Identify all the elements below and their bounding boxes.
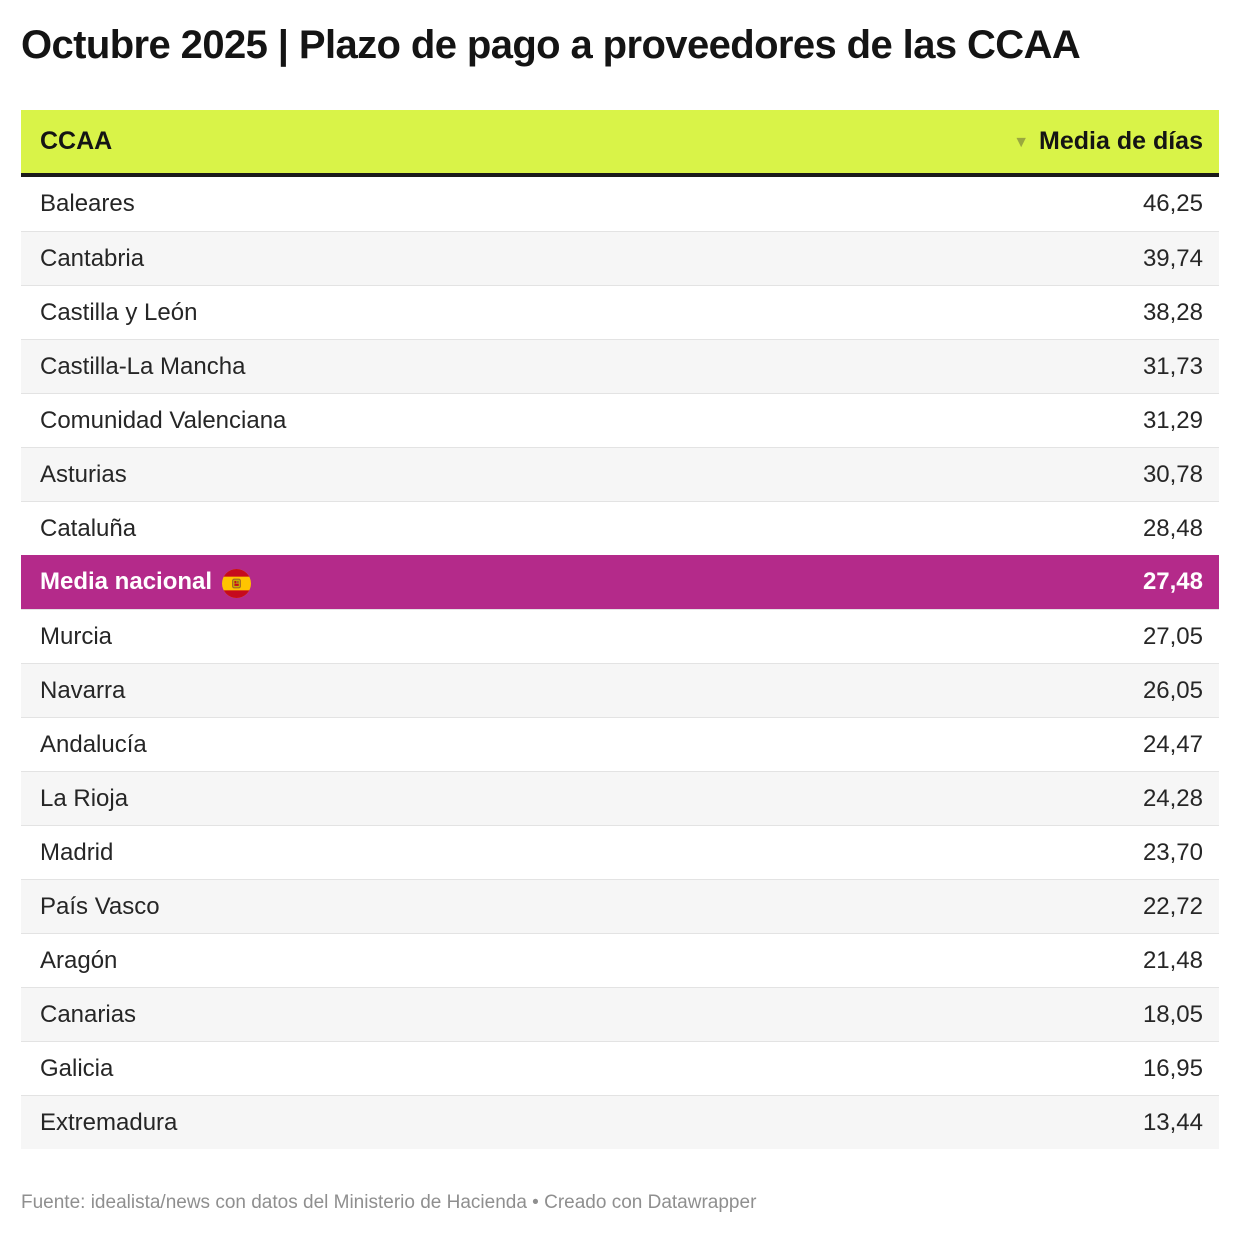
- table-row-canarias: [21, 987, 1219, 1041]
- table-body: [21, 177, 1219, 1149]
- column-header-media-de-dias-label: Media de días: [1039, 127, 1203, 155]
- row-name: Canarias: [40, 1000, 137, 1028]
- row-name: La Rioja: [40, 784, 129, 812]
- table-row-asturias: [21, 447, 1219, 501]
- row-name: Cantabria: [40, 244, 145, 272]
- table-row-navarra: [21, 663, 1219, 717]
- row-name: Murcia: [40, 622, 113, 650]
- table-row-murcia: [21, 609, 1219, 663]
- table-row-madrid: [21, 825, 1219, 879]
- table-row-media-nacional: [21, 555, 1219, 609]
- row-value: 13,44: [1142, 1108, 1203, 1136]
- row-name: Comunidad Valenciana: [40, 406, 287, 434]
- table-row-cataluna: [21, 501, 1219, 555]
- column-header-media-de-dias[interactable]: [1013, 127, 1203, 156]
- row-name: Baleares: [40, 190, 135, 217]
- table-row-extremadura: [21, 1095, 1219, 1149]
- row-value: 31,73: [1142, 352, 1203, 380]
- row-value: 26,05: [1142, 676, 1203, 704]
- row-name: Castilla y León: [40, 298, 198, 326]
- table-row-baleares: [21, 177, 1219, 231]
- table-row-castilla-y-leon: [21, 285, 1219, 339]
- row-name: Madrid: [40, 838, 114, 866]
- row-value: 24,28: [1142, 784, 1203, 812]
- row-name: Extremadura: [40, 1108, 178, 1136]
- row-value: 18,05: [1142, 1000, 1203, 1028]
- table-header: [21, 110, 1219, 177]
- row-value: 39,74: [1142, 244, 1203, 272]
- data-table: [21, 110, 1219, 1149]
- row-name: [40, 568, 251, 597]
- row-name: Asturias: [40, 460, 127, 488]
- row-name: Galicia: [40, 1054, 114, 1082]
- row-value: 21,48: [1142, 946, 1203, 974]
- row-value: 27,05: [1142, 622, 1203, 650]
- row-name: Andalucía: [40, 730, 147, 758]
- row-value: 16,95: [1142, 1054, 1203, 1082]
- row-name: Navarra: [40, 676, 126, 704]
- row-value: 24,47: [1142, 730, 1203, 758]
- table-row-la-rioja: [21, 771, 1219, 825]
- row-name: País Vasco: [40, 892, 160, 920]
- spain-flag-icon: [222, 569, 251, 598]
- row-value: 38,28: [1142, 298, 1203, 326]
- row-value: 31,29: [1142, 406, 1203, 434]
- table-row-castilla-la-mancha: [21, 339, 1219, 393]
- row-value: 28,48: [1142, 514, 1203, 542]
- sort-descending-icon: ▼: [1013, 133, 1030, 151]
- row-value: 30,78: [1142, 460, 1203, 488]
- page-title: Octubre 2025 | Plazo de pago a proveedores de las CCAA: [21, 23, 1081, 67]
- table-row-comunidad-valenciana: [21, 393, 1219, 447]
- source-attribution: Fuente: idealista/news con datos del Ministerio de Hacienda • Creado con Datawrapper: [21, 1192, 757, 1213]
- row-value: 22,72: [1142, 892, 1203, 920]
- table-row-aragon: [21, 933, 1219, 987]
- row-name: Aragón: [40, 946, 118, 974]
- row-name: Castilla-La Mancha: [40, 352, 246, 380]
- table-row-pais-vasco: [21, 879, 1219, 933]
- row-name-text: Media nacional: [40, 568, 213, 595]
- table-row-andalucia: [21, 717, 1219, 771]
- column-header-ccaa[interactable]: CCAA: [40, 127, 113, 155]
- row-name: Cataluña: [40, 514, 137, 542]
- row-value: 27,48: [1142, 568, 1203, 595]
- row-value: 23,70: [1142, 838, 1203, 866]
- table-row-cantabria: [21, 231, 1219, 285]
- table-row-galicia: [21, 1041, 1219, 1095]
- row-value: 46,25: [1142, 190, 1203, 217]
